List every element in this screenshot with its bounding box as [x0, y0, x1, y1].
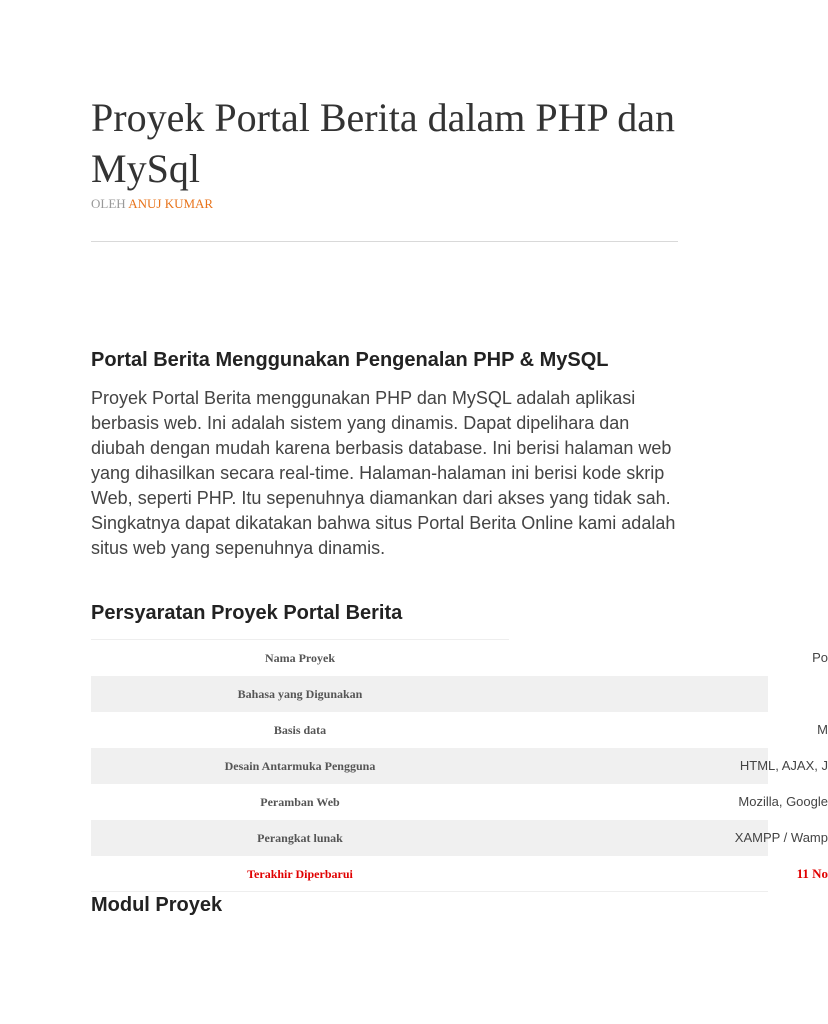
row-label: Terakhir Diperbarui: [247, 867, 353, 881]
byline: [91, 196, 213, 212]
row-label: Nama Proyek: [264, 651, 336, 665]
author-link[interactable]: ANUJ KUMAR: [128, 196, 214, 211]
row-value: Mozilla, Google: [738, 794, 828, 809]
table-row-browser: [91, 784, 828, 820]
row-value: HTML, AJAX, J: [739, 758, 828, 773]
table-row-language: [91, 676, 768, 712]
table-row-ui-design: [91, 748, 828, 784]
requirements-heading: Persyaratan Proyek Portal Berita: [91, 602, 403, 624]
modules-heading: Modul Proyek: [91, 894, 223, 916]
row-label: Basis data: [273, 723, 327, 737]
row-value: Po: [812, 650, 828, 665]
article-title: Proyek Portal Berita dalam PHP dan MySql: [91, 95, 675, 191]
table-row-database: [91, 712, 828, 748]
row-label: Bahasa yang Digunakan: [237, 687, 363, 701]
row-label: Desain Antarmuka Pengguna: [224, 759, 376, 773]
requirements-table: [91, 640, 828, 892]
title-divider: [91, 241, 678, 242]
table-row-project-name: [91, 640, 828, 676]
row-label: Perangkat lunak: [257, 831, 343, 845]
row-value: XAMPP / Wamp: [734, 830, 828, 845]
intro-heading: Portal Berita Menggunakan Pengenalan PHP & MySQL: [91, 349, 609, 371]
row-label: Peramban Web: [260, 795, 340, 809]
table-row-software: [91, 820, 828, 856]
row-value: M: [817, 722, 828, 737]
intro-paragraph: Proyek Portal Berita menggunakan PHP dan MySQL adalah aplikasi berbasis web. Ini adalah sistem yang dinamis. Dapat dipelihara dan diubah dengan mudah karena berbasis database. Ini berisi halaman web yang dihasilkan secara real-time. Halaman-halaman ini berisi kode skrip Web, seperti PHP. Itu sepenuhnya diamankan dari akses yang tidak sah. Singkatnya dapat dikatakan bahwa situs Portal Berita Online kami adalah situs web yang sepenuhnya dinamis.: [91, 388, 676, 558]
row-value: 11 No: [796, 866, 828, 881]
byline-prefix: OLEH: [91, 196, 126, 211]
table-row-last-updated: [91, 856, 828, 892]
